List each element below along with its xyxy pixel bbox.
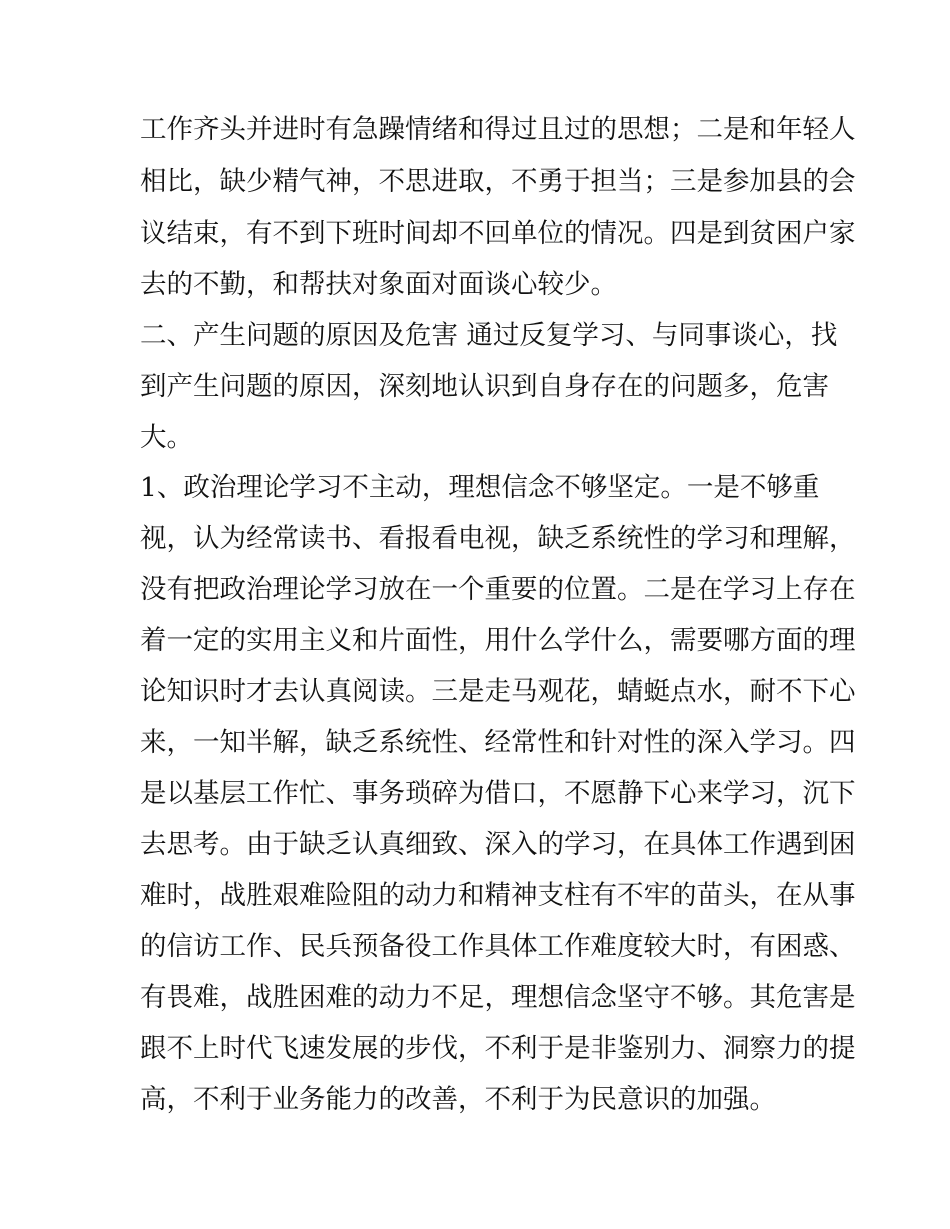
- text-line: 相比，缺少精气神，不思进取，不勇于担当；三是参加县的会: [140, 166, 856, 197]
- text-line: 来，一知半解，缺乏系统性、经常性和针对性的深入学习。四: [140, 727, 856, 758]
- text-line: 的信访工作、民兵预备役工作具体工作难度较大时，有困惑、: [140, 931, 856, 962]
- text-line: 议结束，有不到下班时间却不回单位的情况。四是到贫困户家: [140, 218, 856, 249]
- text-line: 是以基层工作忙、事务琐碎为借口，不愿静下心来学习，沉下: [140, 778, 856, 809]
- text-line: 难时，战胜艰难险阻的动力和精神支柱有不牢的苗头，在从事: [140, 880, 856, 911]
- text-line: 到产生问题的原因，深刻地认识到自身存在的问题多，危害: [140, 371, 829, 402]
- text-line: 去思考。由于缺乏认真细致、深入的学习，在具体工作遇到困: [140, 829, 856, 860]
- text-line: 着一定的实用主义和片面性，用什么学什么，需要哪方面的理: [140, 625, 856, 656]
- text-line: 去的不勤，和帮扶对象面对面谈心较少。: [140, 269, 617, 300]
- text-line: 视，认为经常读书、看报看电视，缺乏系统性的学习和理解，: [140, 523, 856, 554]
- text-line: 论知识时才去认真阅读。三是走马观花，蜻蜓点水，耐不下心: [140, 676, 856, 707]
- text-line: 大。: [140, 422, 193, 453]
- text-line: 没有把政治理论学习放在一个重要的位置。二是在学习上存在: [140, 574, 856, 605]
- section-heading: 二、产生问题的原因及危害 通过反复学习、与同事谈心，找: [140, 320, 838, 351]
- text-line: 有畏难，战胜困难的动力不足，理想信念坚守不够。其危害是: [140, 982, 856, 1013]
- text-line: 高，不利于业务能力的改善，不利于为民意识的加强。: [140, 1084, 776, 1115]
- text-line: 跟不上时代飞速发展的步伐，不利于是非鉴别力、洞察力的提: [140, 1033, 856, 1064]
- subsection-heading: 1、政治理论学习不主动，理想信念不够坚定。一是不够重: [140, 472, 820, 503]
- text-line: 工作齐头并进时有急躁情绪和得过且过的思想；二是和年轻人: [140, 114, 856, 145]
